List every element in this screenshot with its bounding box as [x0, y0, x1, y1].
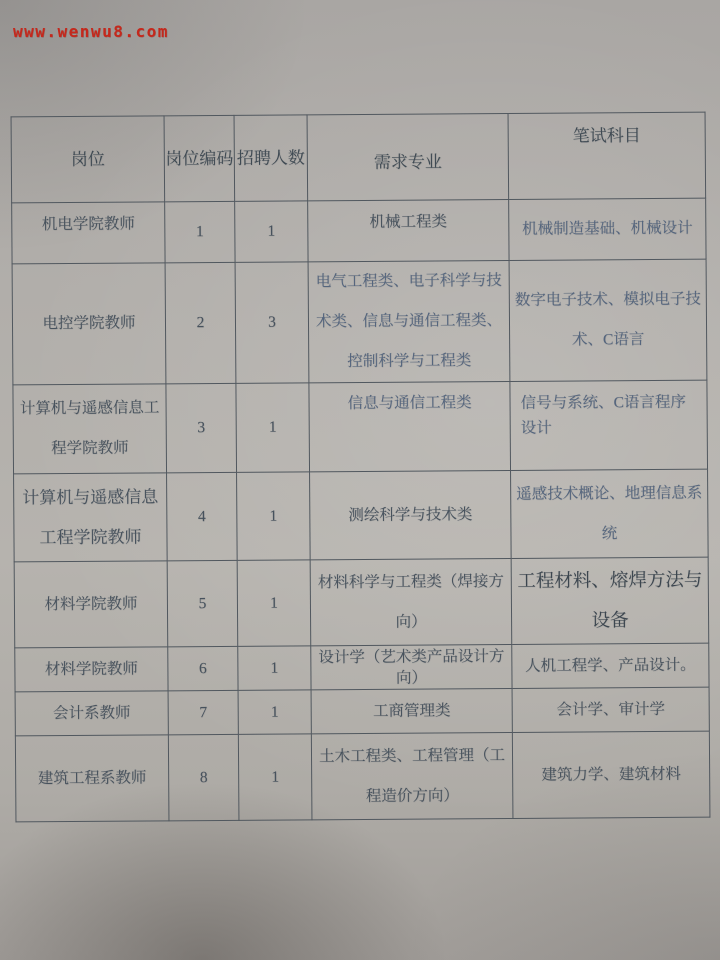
cell-subjects: 建筑力学、建筑材料: [512, 731, 710, 818]
col-header-major: 需求专业: [307, 113, 509, 200]
cell-code: 6: [168, 646, 238, 690]
cell-position: 材料学院教师: [15, 647, 168, 692]
cell-major: 设计学（艺术类产品设计方向）: [311, 644, 512, 689]
cell-position: 电控学院教师: [12, 263, 166, 385]
cell-major: 材料科学与工程类（焊接方向）: [310, 558, 512, 645]
table-row: [14, 469, 709, 562]
cell-count: 1: [237, 560, 311, 647]
cell-position: 计算机与遥感信息工程学院教师: [14, 473, 168, 562]
cell-position: 会计系教师: [15, 691, 168, 736]
cell-count: 1: [236, 383, 310, 473]
cell-position: 建筑工程系教师: [15, 735, 169, 822]
cell-code: 8: [168, 734, 239, 820]
col-header-subjects: 笔试科目: [508, 112, 706, 199]
cell-major: 电气工程类、电子科学与技术类、信息与通信工程类、控制科学与工程类: [308, 260, 510, 382]
recruitment-table: [11, 112, 711, 823]
cell-count: 1: [238, 690, 311, 735]
cell-count: 1: [235, 201, 308, 263]
cell-major: 土木工程类、工程管理（工程造价方向）: [311, 732, 513, 819]
cell-subjects: 数字电子技术、模拟电子技术、C语言: [509, 259, 707, 381]
cell-major: 信息与通信工程类: [309, 381, 511, 471]
cell-major: 机械工程类: [308, 199, 509, 261]
cell-code: 5: [167, 560, 238, 646]
table-row: [15, 687, 709, 736]
cell-subjects: 遥感技术概论、地理信息系统: [511, 469, 709, 558]
cell-subjects: 机械制造基础、机械设计: [509, 198, 706, 260]
cell-count: 3: [235, 262, 309, 384]
cell-major: 测绘科学与技术类: [310, 470, 512, 559]
table-row: [15, 731, 710, 822]
cell-position: 计算机与遥感信息工程学院教师: [13, 384, 167, 474]
cell-major: 工商管理类: [311, 688, 512, 733]
cell-code: 4: [167, 472, 238, 560]
cell-count: 1: [237, 472, 311, 561]
col-header-count: 招聘人数: [234, 115, 308, 202]
table-row: [12, 198, 706, 264]
cell-subjects: 人机工程学、产品设计。: [512, 643, 709, 688]
cell-subjects: 工程材料、熔焊方法与设备: [511, 557, 709, 644]
watermark-url-text: www.wenwu8.com: [13, 22, 169, 41]
cell-code: 2: [165, 262, 236, 383]
cell-position: 材料学院教师: [14, 561, 168, 648]
cell-position: 机电学院教师: [12, 202, 165, 264]
cell-count: 1: [238, 734, 312, 821]
cell-code: 3: [166, 383, 237, 472]
cell-code: 7: [168, 690, 238, 734]
cell-count: 1: [238, 646, 311, 691]
col-header-position: 岗位: [11, 116, 165, 203]
col-header-code: 岗位编码: [164, 115, 235, 201]
table-row: [12, 259, 707, 385]
table-row: [14, 557, 709, 648]
table-header-row: [11, 112, 706, 203]
table-row: [13, 380, 708, 474]
cell-subjects: 信号与系统、C语言程序设计: [510, 380, 708, 470]
cell-subjects: 会计学、审计学: [512, 687, 709, 732]
cell-code: 1: [165, 201, 235, 262]
table-row: [15, 643, 709, 692]
